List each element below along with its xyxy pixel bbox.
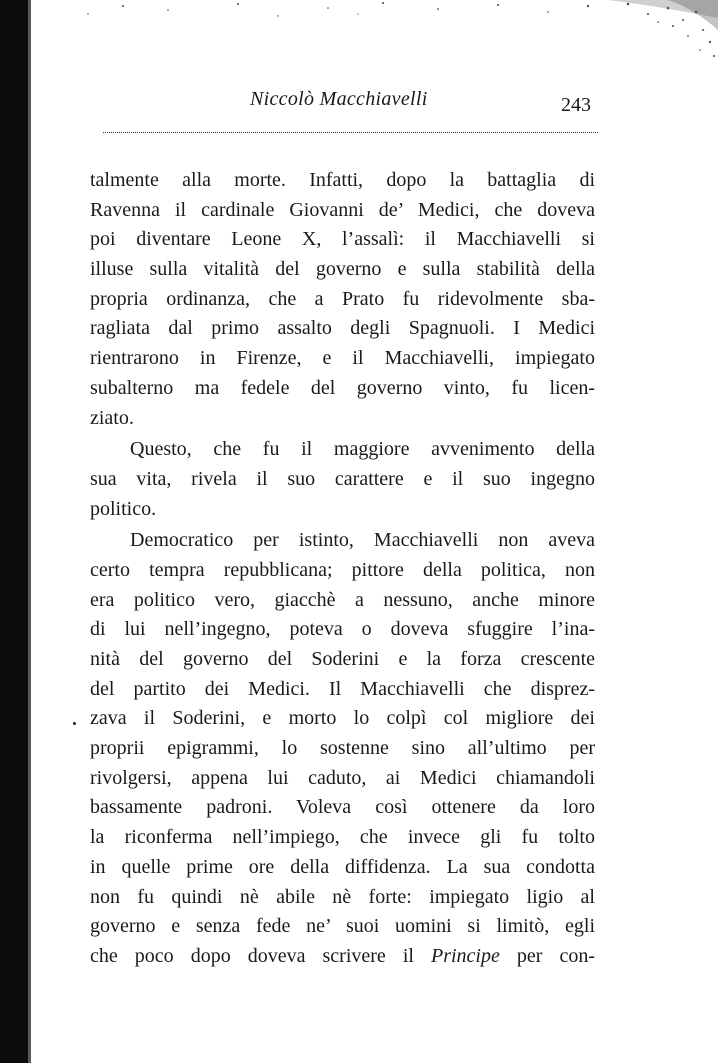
text-line: subalterno ma fedele del governo vinto, fu licen- <box>90 376 595 399</box>
book-title-principe: Principe <box>430 944 500 967</box>
text-line: nità del governo del Soderini e la forza crescente <box>90 648 595 670</box>
text-line: in quelle prime ore della diffidenza. La sua condotta <box>90 855 595 878</box>
text-line: propria ordinanza, che a Prato fu ridevolmente sba- <box>90 287 595 310</box>
text-line: illuse sulla vitalità del governo e sulla stabilità della <box>90 258 595 281</box>
text-line: ragliata dal primo assalto degli Spagnuoli. I Medici <box>90 317 595 340</box>
book-spine-edge <box>28 0 31 1063</box>
text-line: non fu quindi nè abile nè forte: impiegato ligio al <box>90 885 595 908</box>
book-spine-shadow <box>0 0 28 1063</box>
text-line: zava il Soderini, e morto lo colpì col migliore dei <box>90 707 595 730</box>
text-fragment: che poco dopo doveva scrivere il <box>90 944 431 967</box>
text-line: proprii epigrammi, lo sostenne sino all’ultimo per <box>90 737 595 760</box>
text-line: ziato. <box>90 406 134 429</box>
text-line: talmente alla morte. Infatti, dopo la battaglia di <box>90 169 595 191</box>
page-number: 243 <box>561 94 591 116</box>
text-line: era politico vero, giacchè a nessuno, anche minore <box>90 588 595 611</box>
text-line: bassamente padroni. Voleva così ottenere da loro <box>90 796 595 819</box>
text-line: governo e senza fede ne’ suoi uomini si limitò, egli <box>90 915 595 938</box>
text-line: certo tempra repubblicana; pittore della politica, non <box>90 558 595 581</box>
margin-mark <box>73 722 76 725</box>
scan-noise-top <box>28 0 718 70</box>
text-line: sua vita, rivela il suo carattere e il suo ingegno <box>90 467 595 490</box>
text-line: la riconferma nell’impiego, che invece gli fu tolto <box>90 826 595 849</box>
text-line: poi diventare Leone X, l’assalì: il Macchiavelli si <box>90 228 595 251</box>
text-line: politico. <box>90 497 157 520</box>
header-rule <box>103 132 598 133</box>
running-head-title: Niccolò Macchiavelli <box>250 88 428 110</box>
text-line: rivolgersi, appena lui caduto, ai Medici chiamandoli <box>90 766 595 789</box>
text-line: Ravenna il cardinale Giovanni de’ Medici, che doveva <box>90 198 595 221</box>
text-line-last <box>90 942 595 972</box>
text-line: del partito dei Medici. Il Macchiavelli che disprez- <box>90 677 595 700</box>
text-line: Democratico per istinto, Macchiavelli non aveva <box>130 529 595 552</box>
text-line: Questo, che fu il maggiore avvenimento della <box>130 438 595 461</box>
body-text <box>90 166 595 972</box>
text-line: di lui nell’ingegno, poteva o doveva sfuggire l’ina- <box>90 618 595 641</box>
text-fragment: per con- <box>499 944 595 967</box>
text-line: rientrarono in Firenze, e il Macchiavelli, impiegato <box>90 347 595 370</box>
